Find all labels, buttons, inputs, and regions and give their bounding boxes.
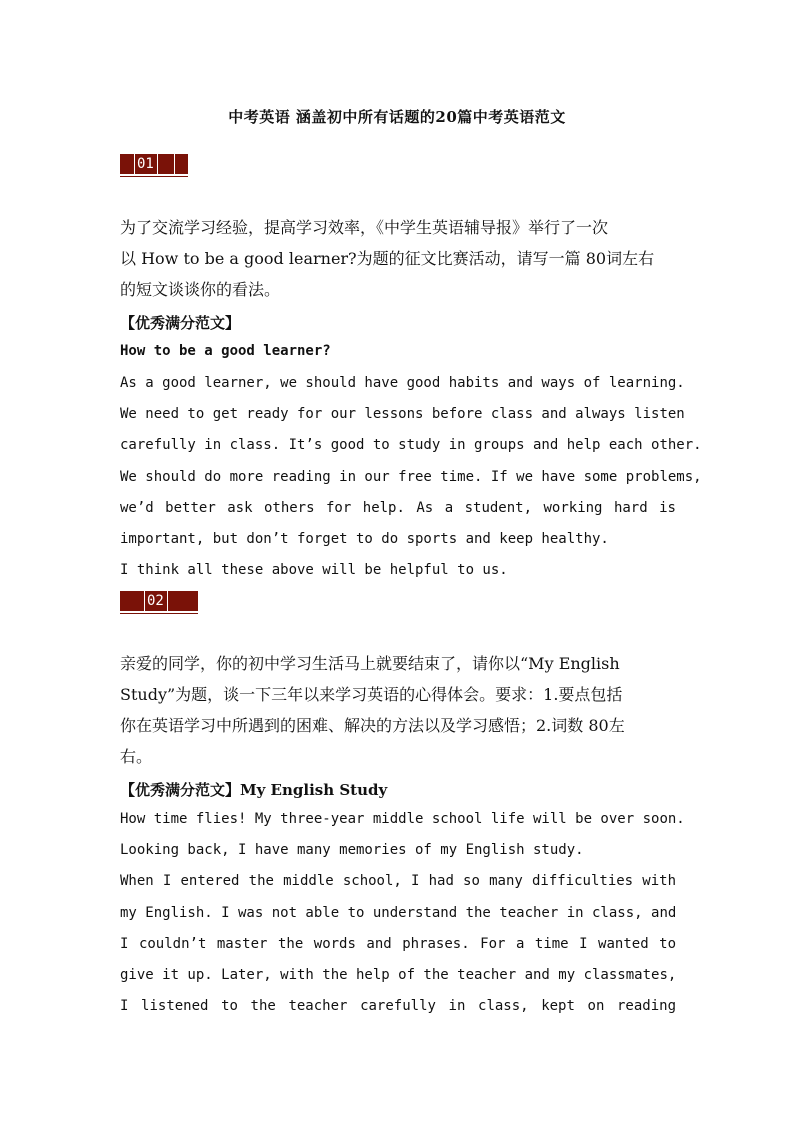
model-essay-body bbox=[120, 368, 702, 586]
badge-underline bbox=[120, 613, 198, 614]
prompt-line: 右。 bbox=[120, 747, 153, 766]
essay-line: we’d better ask others for help. As a student, working hard is bbox=[120, 499, 676, 516]
essay-line: We need to get ready for our lessons before class and always listen bbox=[120, 406, 685, 423]
essay-line: carefully in class. It’s good to study in groups and help each other. bbox=[120, 437, 702, 454]
prompt-line: 的短文谈谈你的看法。 bbox=[120, 280, 281, 299]
essay-title: How to be a good learner? bbox=[120, 343, 331, 359]
essay-line: my English. I was not able to understand the teacher in class, and bbox=[120, 904, 677, 921]
essay-line: I couldn’t master the words and phrases. For a time I wanted to bbox=[120, 935, 676, 952]
model-essay-heading: 【优秀满分范文】My English Study bbox=[120, 781, 388, 799]
essay-line: I think all these above will be helpful to us. bbox=[120, 562, 508, 579]
section-number: 01 bbox=[137, 156, 154, 172]
prompt-line: Study”为题，谈一下三年以来学习英语的心得体会。要求：1.要点包括 bbox=[120, 685, 623, 704]
essay-line: We should do more reading in our free time. If we have some problems, bbox=[120, 468, 702, 485]
essay-prompt bbox=[120, 212, 676, 305]
essay-line: I listened to the teacher carefully in class, kept on reading bbox=[120, 998, 676, 1015]
prompt-line: 以 How to be a good learner?为题的征文比赛活动，请写一篇 80词左右 bbox=[120, 249, 655, 268]
essay-line: How time flies! My three-year middle school life will be over soon. bbox=[120, 811, 685, 827]
badge-divider bbox=[134, 154, 135, 174]
badge-divider bbox=[174, 154, 175, 174]
badge-divider bbox=[144, 591, 145, 611]
badge-underline bbox=[120, 176, 188, 177]
prompt-line: 亲爱的同学，你的初中学习生活马上就要结束了，请你以“My English bbox=[120, 654, 620, 673]
badge-divider bbox=[167, 591, 168, 611]
essay-line: When I entered the middle school, I had so many difficulties with bbox=[120, 873, 676, 890]
model-essay-label: 【优秀满分范文】 bbox=[120, 314, 241, 332]
essay-line: As a good learner, we should have good habits and ways of learning. bbox=[120, 375, 685, 391]
essay-prompt bbox=[120, 648, 676, 772]
page-title: 中考英语 涵盖初中所有话题的20篇中考英语范文 bbox=[228, 108, 566, 126]
prompt-line: 为了交流学习经验，提高学习效率，《中学生英语辅导报》举行了一次 bbox=[120, 218, 609, 237]
essay-line: important, but don’t forget to do sports and keep healthy. bbox=[120, 531, 609, 548]
prompt-line: 你在英语学习中所遇到的困难、解决的方法以及学习感悟；2.词数 80左 bbox=[120, 716, 625, 735]
badge-divider bbox=[157, 154, 158, 174]
model-essay-body bbox=[120, 804, 685, 1022]
essay-line: give it up. Later, with the help of the teacher and my classmates, bbox=[120, 967, 677, 984]
section-number: 02 bbox=[147, 593, 164, 609]
essay-line: Looking back, I have many memories of my English study. bbox=[120, 842, 584, 859]
section-number-badge bbox=[120, 154, 188, 174]
section-number-badge bbox=[120, 591, 198, 611]
